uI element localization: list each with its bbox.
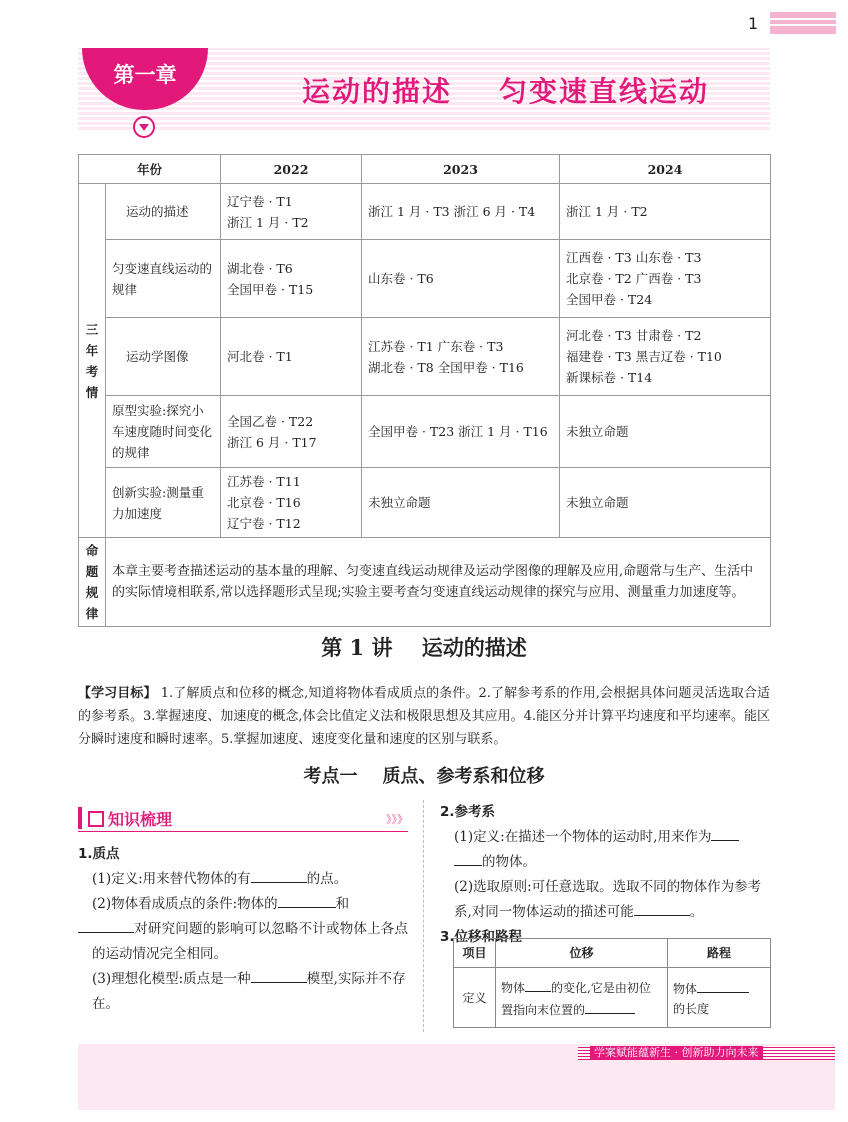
cell-2022: 湖北卷 · T6 全国甲卷 · T15 [221,240,362,318]
path-definition: 物体 的长度 [668,968,771,1028]
topic-cell: 运动的描述 [106,184,221,240]
left-column [78,842,408,1017]
goals-text: 1.了解质点和位移的概念,知道将物体看成质点的条件。2.了解参考系的作用,会根据具体问题灵活选取合适的参考系。3.掌握速度、加速度的概念,体会比值定义法和极限思想及其应用。4.能区分并计算平均速度和平均速率。能区分瞬时速度和瞬时速率。5.掌握加速度、速度变化量和速度的区别与联系。 [78,686,770,747]
cell-2023: 未独立命题 [362,468,560,538]
answer-blank[interactable] [251,867,307,883]
chevron-down-icon [133,116,155,138]
table-header-row [454,939,771,968]
footer-slogan: 学案赋能蕴新生 · 创新助力向未来 [590,1046,763,1060]
cell-2024: 河北卷 · T3 甘肃卷 · T2 福建卷 · T3 黑吉辽卷 · T10 新课标卷 · T14 [560,318,771,396]
page-corner-tab [770,12,836,34]
year-2022-header: 2022 [221,155,362,184]
cell-2023: 全国甲卷 · T23 浙江 1 月 · T16 [362,396,560,468]
cell-2022: 辽宁卷 · T1 浙江 1 月 · T2 [221,184,362,240]
section-3-title: 3.位移和路程 [440,929,523,945]
cell-2023: 浙江 1 月 · T3 浙江 6 月 · T4 [362,184,560,240]
path-header: 路程 [668,939,771,968]
exam-statistics-table [78,154,771,627]
topic-cell: 运动学图像 [106,318,221,396]
displacement-table [453,938,771,1028]
chapter-badge: 第一章 [82,48,208,110]
answer-blank[interactable] [454,850,482,866]
cell-2023: 江苏卷 · T1 广东卷 · T3 湖北卷 · T8 全国甲卷 · T16 [362,318,560,396]
table-row [79,468,771,538]
chapter-title: 运动的描述 匀变速直线运动 [302,75,709,108]
displacement-header: 位移 [496,939,668,968]
page-number: 1 [748,14,759,33]
goals-label: 【学习目标】 [78,686,157,701]
lecture-title: 第 1 讲 运动的描述 [321,635,527,660]
s1-definition: (1)定义:用来替代物体的有 的点。 [78,867,408,892]
year-2024-header: 2024 [560,155,771,184]
s1-condition: (2)物体看成质点的条件:物体的 和 对研究问题的影响可以忽略不计或物体上各点的运动情况完全相同。 [78,892,408,967]
table-header-row [79,155,771,184]
section-title: 考点一 质点、参考系和位移 [303,766,545,787]
answer-blank[interactable] [251,967,307,983]
s2-selection: (2)选取原则:可任意选取。选取不同的物体作为参考系,对同一物体运动的描述可能 。 [454,879,762,920]
table-row [79,240,771,318]
year-header: 年份 [79,155,221,184]
arrows-icon: 》》》 [386,813,408,826]
answer-blank[interactable] [278,892,336,908]
cell-2022: 河北卷 · T1 [221,318,362,396]
section-2-title: 2.参考系 [440,804,496,820]
cell-2024: 浙江 1 月 · T2 [560,184,771,240]
cell-2024: 江西卷 · T3 山东卷 · T3 北京卷 · T2 广西卷 · T3 全国甲卷 · T24 [560,240,771,318]
answer-blank[interactable] [525,976,551,992]
answer-blank[interactable] [697,977,749,993]
knowledge-header-label: 知识梳理 [108,810,173,829]
cell-2022: 江苏卷 · T11 北京卷 · T16 辽宁卷 · T12 [221,468,362,538]
cell-2023: 山东卷 · T6 [362,240,560,318]
s2-definition: (1)定义:在描述一个物体的运动时,用来作为 的物体。 [440,825,770,875]
table-row [79,538,771,627]
topic-cell: 原型实验:探究小车速度随时间变化的规律 [106,396,221,468]
topic-cell: 匀变速直线运动的规律 [106,240,221,318]
table-row [79,184,771,240]
book-icon [88,811,104,827]
answer-blank[interactable] [634,900,690,916]
column-divider [423,800,424,1032]
table-row [454,968,771,1028]
table-row [79,318,771,396]
displacement-definition: 物体 的变化,它是由初位置指向末位置的 [496,968,668,1028]
cell-2022: 全国乙卷 · T22 浙江 6 月 · T17 [221,396,362,468]
item-header: 项目 [454,939,496,968]
section-1-title: 1.质点 [78,846,120,862]
topic-cell: 创新实验:测量重力加速度 [106,468,221,538]
row-label: 定义 [454,968,496,1028]
answer-blank[interactable] [78,917,134,933]
learning-goals [78,682,770,751]
cell-2024: 未独立命题 [560,468,771,538]
knowledge-header [78,805,408,832]
chapter-summary: 本章主要考查描述运动的基本量的理解、匀变速直线运动规律及运动学图像的理解及应用,命题常与生产、生活中的实际情境相联系,常以选择题形式呈现;实验主要考查匀变速直线运动规律的探究与应用、测量重力加速度等。 [106,538,771,627]
year-2023-header: 2023 [362,155,560,184]
cell-2024: 未独立命题 [560,396,771,468]
s1-ideal-model: (3)理想化模型:质点是一种 模型,实际并不存在。 [78,967,408,1017]
pattern-label: 命题规律 [79,538,106,627]
table-row [79,396,771,468]
three-year-label: 三年考情 [79,184,106,538]
right-column [440,800,770,950]
answer-blank[interactable] [585,998,635,1014]
answer-blank[interactable] [711,825,739,841]
